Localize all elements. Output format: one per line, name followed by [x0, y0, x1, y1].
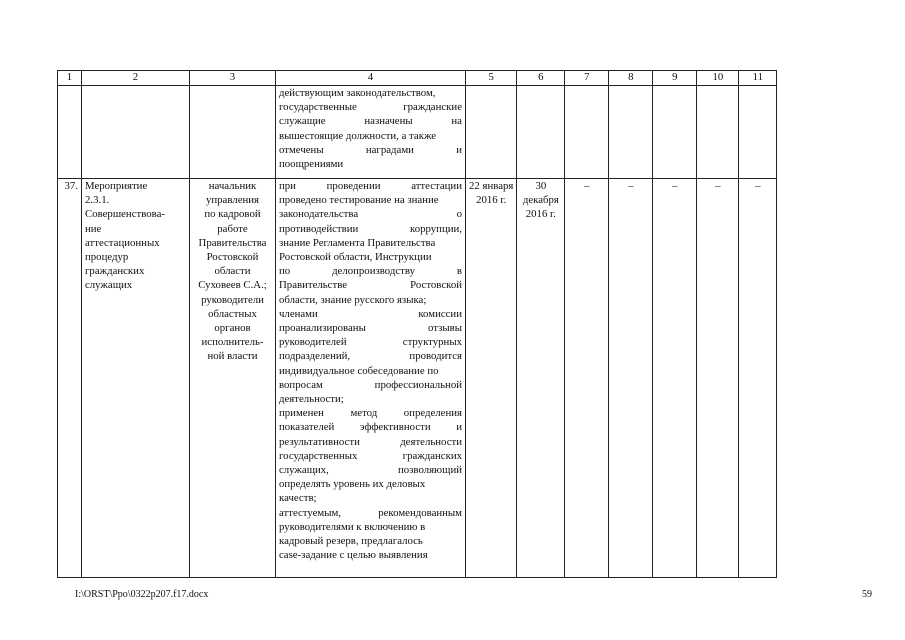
column-header: 2	[82, 71, 190, 86]
cell-end-date	[517, 86, 565, 179]
text-word: знание Регламента Правительства	[279, 236, 436, 249]
text-line	[279, 449, 462, 463]
text-word: в	[456, 265, 462, 278]
text-line	[279, 364, 462, 378]
text-word: Ростовской	[410, 279, 462, 292]
column-header: 11	[739, 71, 777, 86]
text-word: индивидуальное собеседование по	[279, 364, 439, 377]
text-line	[279, 548, 462, 562]
text-line	[279, 349, 462, 363]
text-line	[279, 392, 462, 406]
text-word: Ростовской области, Инструкции	[279, 251, 432, 264]
text-line: исполнитель-	[201, 336, 264, 349]
text-line: Ростовской	[206, 251, 259, 264]
text-word: качеств;	[279, 492, 317, 505]
text-line	[279, 321, 462, 335]
text-line	[279, 463, 462, 477]
cell-col10	[697, 86, 739, 179]
column-header: 10	[697, 71, 739, 86]
text-word: определять уровень их деловых	[279, 478, 426, 491]
column-header: 6	[517, 71, 565, 86]
text-word: результативности	[279, 435, 360, 448]
text-line	[279, 264, 462, 278]
text-word: проанализированы	[279, 322, 366, 335]
text-line: ной власти	[207, 350, 258, 363]
text-word: структурных	[402, 336, 462, 349]
text-word: проводится	[409, 350, 462, 363]
text-line	[279, 520, 462, 534]
text-word: и	[456, 421, 462, 434]
text-line	[279, 100, 462, 114]
text-word: отмечены	[279, 143, 324, 156]
text-line: Правительства	[198, 236, 267, 249]
text-word: подразделений,	[279, 350, 351, 363]
text-word: руководителей	[279, 336, 347, 349]
text-word: законодательства	[279, 208, 359, 221]
text-line: руководители	[201, 293, 264, 306]
cell-description	[276, 179, 466, 578]
cell-col7	[565, 86, 609, 179]
text-word: вышестоящие должности, а также	[279, 129, 437, 142]
text-line	[279, 435, 462, 449]
text-line	[279, 378, 462, 392]
text-word: комиссии	[418, 307, 462, 320]
cell-col11	[739, 86, 777, 179]
text-line	[279, 114, 462, 128]
text-word: государственных	[279, 449, 358, 462]
cell-col11: –	[739, 179, 777, 578]
cell-end-date	[517, 179, 565, 578]
text-word: делопроизводству	[332, 265, 415, 278]
text-word: эффективности	[359, 421, 431, 434]
text-word: руководителями к включению в	[279, 520, 426, 533]
text-word: проведении	[326, 180, 381, 192]
text-line: органов	[214, 322, 251, 335]
column-header: 1	[58, 71, 82, 86]
text-word: кадровый резерв, предлагалось	[279, 535, 423, 548]
text-line: процедур	[85, 251, 129, 264]
text-word: служащие	[279, 115, 326, 128]
text-line: 2016 г.	[525, 208, 556, 221]
text-line: управления	[205, 194, 260, 207]
text-word: применен	[279, 407, 324, 420]
cell-col8	[609, 86, 653, 179]
text-word: позволяющий	[397, 464, 462, 477]
text-line	[279, 420, 462, 434]
text-word: показателей	[279, 421, 335, 434]
cell-col10: –	[697, 179, 739, 578]
text-line	[279, 179, 462, 193]
text-line: 22 января	[469, 180, 514, 192]
text-line	[279, 236, 462, 250]
text-line	[279, 143, 462, 157]
text-word: государственные	[279, 101, 357, 114]
text-word: действующим законодательством,	[279, 87, 436, 99]
table-header-row	[58, 71, 777, 86]
text-word: членами	[279, 307, 318, 320]
text-line	[279, 477, 462, 491]
text-line: 2016 г.	[476, 194, 507, 207]
text-word: Правительстве	[279, 279, 348, 292]
text-word: противодействии	[279, 222, 359, 235]
text-word: отзывы	[428, 322, 462, 335]
text-word: на	[451, 115, 462, 128]
text-word: и	[456, 143, 462, 156]
text-line	[279, 207, 462, 221]
text-line: ние	[85, 222, 102, 235]
text-line	[279, 278, 462, 292]
cell-activity	[82, 86, 190, 179]
cell-number: 37.	[58, 179, 82, 578]
text-word: рекомендованным	[378, 506, 462, 519]
text-word: коррупции,	[410, 222, 462, 235]
report-table	[57, 70, 777, 578]
cell-col9	[653, 86, 697, 179]
text-line: декабря	[522, 194, 559, 207]
cell-number	[58, 86, 82, 179]
text-word: гражданских	[402, 449, 462, 462]
text-word: определения	[403, 407, 462, 420]
text-line: работе	[217, 222, 248, 235]
text-line: служащих	[85, 279, 133, 292]
text-line	[279, 293, 462, 307]
text-line	[279, 222, 462, 236]
column-header: 9	[653, 71, 697, 86]
table-row-continuation	[58, 86, 777, 179]
text-line	[279, 129, 462, 143]
text-word: case-задание с целью выявления	[279, 549, 428, 562]
text-line	[279, 250, 462, 264]
cell-responsible	[190, 179, 276, 578]
text-line	[279, 193, 462, 207]
text-word: о	[456, 208, 462, 221]
table-row-37	[58, 179, 777, 578]
text-line: 30	[535, 180, 547, 192]
text-word: наградами	[365, 143, 414, 156]
column-header: 4	[276, 71, 466, 86]
text-line: областных	[208, 307, 257, 320]
text-line	[279, 534, 462, 548]
text-word: проведено тестирование на знание	[279, 194, 439, 207]
text-word: поощрениями	[279, 158, 344, 171]
text-word: аттестации	[411, 180, 462, 192]
text-line: Мероприятие	[85, 180, 148, 192]
text-word: назначены	[364, 115, 413, 128]
text-line: Суховеев С.А.;	[198, 279, 267, 292]
text-line: начальник	[208, 180, 257, 192]
text-line: аттестационных	[85, 236, 160, 249]
text-word: аттестуемым,	[279, 506, 342, 519]
text-word: деятельности	[400, 435, 462, 448]
text-word: метод	[350, 407, 378, 420]
text-line	[279, 506, 462, 520]
text-line: гражданских	[85, 265, 145, 278]
text-line	[279, 406, 462, 420]
footer-file-path: I:\ORST\Ppo\0322p207.f17.docx	[75, 589, 209, 600]
text-line	[279, 307, 462, 321]
cell-description	[276, 86, 466, 179]
text-word: вопросам	[279, 378, 323, 391]
text-line: 2.3.1.	[85, 194, 110, 207]
text-word: области, знание русского языка;	[279, 293, 427, 306]
text-word: по	[279, 265, 291, 278]
page-number: 59	[862, 589, 872, 600]
text-word: деятельности;	[279, 393, 344, 406]
column-header: 8	[609, 71, 653, 86]
cell-col7: –	[565, 179, 609, 578]
column-header: 7	[565, 71, 609, 86]
text-word: служащих,	[279, 464, 329, 477]
text-word: при	[279, 180, 296, 192]
cell-activity	[82, 179, 190, 578]
text-line	[279, 491, 462, 505]
text-word: профессиональной	[374, 378, 462, 391]
column-header: 3	[190, 71, 276, 86]
text-line	[279, 86, 462, 100]
cell-col8: –	[609, 179, 653, 578]
cell-responsible	[190, 86, 276, 179]
cell-start-date	[466, 86, 517, 179]
text-line: области	[214, 265, 251, 278]
cell-col9: –	[653, 179, 697, 578]
text-line	[279, 335, 462, 349]
text-line: по кадровой	[204, 208, 261, 221]
cell-start-date	[466, 179, 517, 578]
text-line: Совершенствова-	[85, 208, 165, 221]
text-word: гражданские	[403, 101, 462, 114]
text-line	[279, 157, 462, 171]
column-header: 5	[466, 71, 517, 86]
